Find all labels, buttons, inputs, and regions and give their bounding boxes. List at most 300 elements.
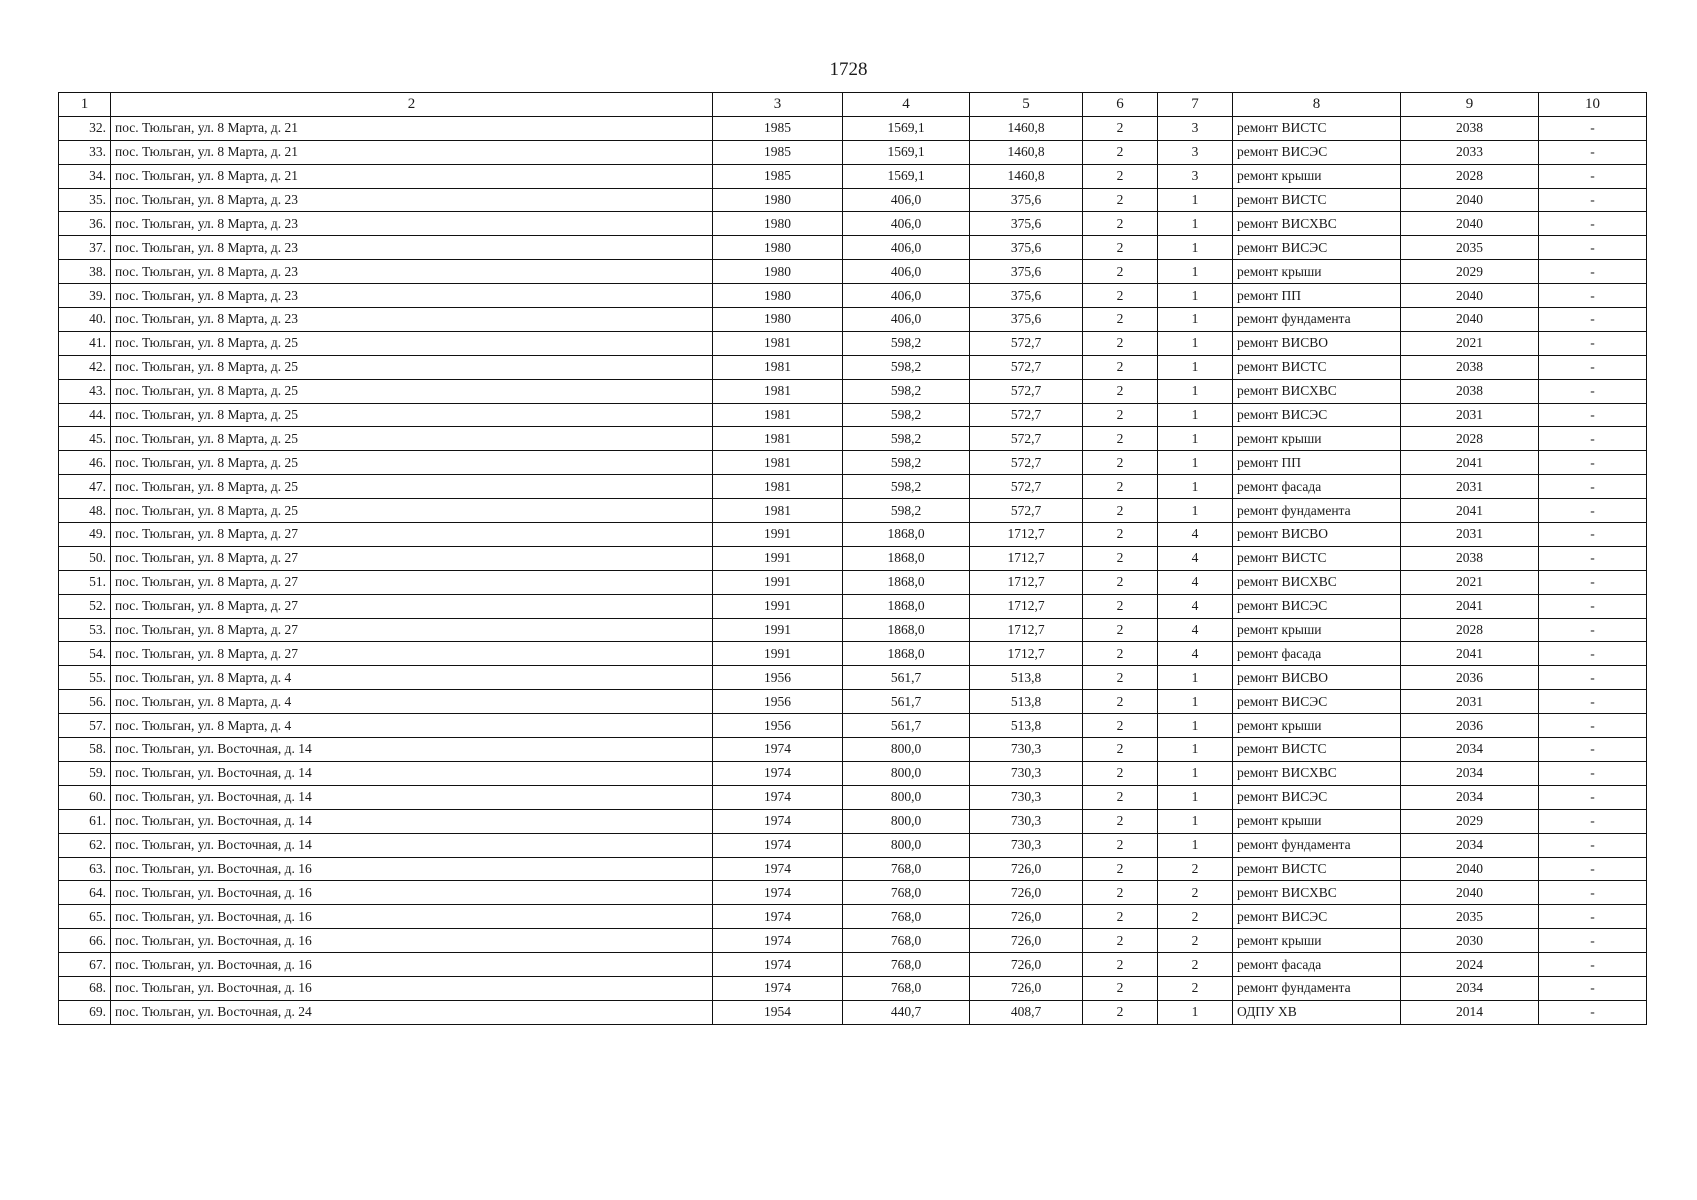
table-cell: 598,2 [843, 331, 970, 355]
table-cell: - [1539, 331, 1647, 355]
table-cell: 50. [59, 546, 111, 570]
table-row [59, 236, 1647, 260]
table-cell: 2036 [1401, 666, 1539, 690]
table-cell: 1 [1158, 738, 1233, 762]
table-cell: 1981 [713, 427, 843, 451]
table-cell: 1460,8 [970, 164, 1083, 188]
table-cell: 375,6 [970, 212, 1083, 236]
table-cell: 730,3 [970, 809, 1083, 833]
table-cell: 2 [1083, 1000, 1158, 1024]
table-cell: 2 [1083, 690, 1158, 714]
table-cell: 2 [1158, 857, 1233, 881]
table-cell: 3 [1158, 116, 1233, 140]
table-cell: 53. [59, 618, 111, 642]
table-cell: ремонт фундамента [1233, 308, 1401, 332]
table-cell: 768,0 [843, 905, 970, 929]
table-cell: - [1539, 427, 1647, 451]
table-cell: 2014 [1401, 1000, 1539, 1024]
table-cell: 1974 [713, 976, 843, 1000]
table-row [59, 164, 1647, 188]
table-cell: 1569,1 [843, 116, 970, 140]
table-cell: - [1539, 666, 1647, 690]
table-cell: 1991 [713, 570, 843, 594]
table-cell: 1712,7 [970, 642, 1083, 666]
table-cell: 2038 [1401, 355, 1539, 379]
table-cell: 2041 [1401, 594, 1539, 618]
table-cell: 2 [1083, 379, 1158, 403]
table-cell: - [1539, 570, 1647, 594]
table-cell: 2 [1158, 905, 1233, 929]
table-cell: 2 [1083, 355, 1158, 379]
table-cell: пос. Тюльган, ул. Восточная, д. 14 [111, 761, 713, 785]
table-cell: ремонт крыши [1233, 427, 1401, 451]
table-cell: 1985 [713, 116, 843, 140]
table-cell: 440,7 [843, 1000, 970, 1024]
table-cell: пос. Тюльган, ул. 8 Марта, д. 27 [111, 642, 713, 666]
table-cell: 2033 [1401, 140, 1539, 164]
table-cell: 2041 [1401, 642, 1539, 666]
table-row [59, 785, 1647, 809]
table-cell: 2 [1158, 953, 1233, 977]
table-cell: 1 [1158, 809, 1233, 833]
column-header: 4 [843, 93, 970, 117]
table-cell: 1980 [713, 236, 843, 260]
table-cell: 60. [59, 785, 111, 809]
table-cell: 4 [1158, 642, 1233, 666]
table-cell: 2 [1083, 761, 1158, 785]
table-cell: 43. [59, 379, 111, 403]
table-cell: 2 [1083, 642, 1158, 666]
table-row [59, 140, 1647, 164]
table-cell: ремонт ВИСЭС [1233, 594, 1401, 618]
table-row [59, 905, 1647, 929]
page-number: 1728 [829, 59, 868, 80]
table-cell: 1 [1158, 236, 1233, 260]
table-row [59, 427, 1647, 451]
table-cell: пос. Тюльган, ул. 8 Марта, д. 23 [111, 284, 713, 308]
table-cell: ремонт крыши [1233, 714, 1401, 738]
table-cell: 730,3 [970, 761, 1083, 785]
table-cell: - [1539, 355, 1647, 379]
table-cell: 55. [59, 666, 111, 690]
table-cell: 2 [1083, 523, 1158, 547]
table-row [59, 809, 1647, 833]
table-cell: 800,0 [843, 809, 970, 833]
table-cell: 1569,1 [843, 140, 970, 164]
table-cell: 2 [1083, 331, 1158, 355]
table-cell: 598,2 [843, 427, 970, 451]
table-row [59, 618, 1647, 642]
table-cell: пос. Тюльган, ул. Восточная, д. 16 [111, 857, 713, 881]
table-cell: - [1539, 260, 1647, 284]
table-cell: 2 [1083, 929, 1158, 953]
table-cell: 64. [59, 881, 111, 905]
table-cell: 2024 [1401, 953, 1539, 977]
table-cell: ремонт ВИСЭС [1233, 140, 1401, 164]
table-cell: 2 [1083, 618, 1158, 642]
table-cell: 2040 [1401, 881, 1539, 905]
table-cell: 726,0 [970, 976, 1083, 1000]
table-cell: 2 [1083, 857, 1158, 881]
table-cell: 2035 [1401, 236, 1539, 260]
table-cell: 2 [1083, 738, 1158, 762]
table-cell: 65. [59, 905, 111, 929]
table-cell: ремонт крыши [1233, 809, 1401, 833]
table-cell: - [1539, 833, 1647, 857]
table-cell: 1712,7 [970, 546, 1083, 570]
table-cell: 1868,0 [843, 523, 970, 547]
table-cell: 406,0 [843, 236, 970, 260]
table-cell: 2029 [1401, 260, 1539, 284]
table-cell: пос. Тюльган, ул. 8 Марта, д. 23 [111, 308, 713, 332]
table-cell: 2 [1083, 785, 1158, 809]
table-cell: 48. [59, 499, 111, 523]
table-cell: 768,0 [843, 953, 970, 977]
table-cell: ремонт ВИСТС [1233, 116, 1401, 140]
table-cell: - [1539, 618, 1647, 642]
table-cell: 2 [1083, 594, 1158, 618]
table-cell: 58. [59, 738, 111, 762]
table-cell: ремонт ВИСЭС [1233, 690, 1401, 714]
table-cell: 800,0 [843, 785, 970, 809]
table-cell: ремонт фасада [1233, 642, 1401, 666]
table-row [59, 714, 1647, 738]
column-header: 1 [59, 93, 111, 117]
table-cell: 1868,0 [843, 570, 970, 594]
table-cell: пос. Тюльган, ул. Восточная, д. 14 [111, 809, 713, 833]
table-cell: 730,3 [970, 738, 1083, 762]
table-cell: - [1539, 881, 1647, 905]
table-cell: 39. [59, 284, 111, 308]
table-cell: 1 [1158, 833, 1233, 857]
table-cell: пос. Тюльган, ул. 8 Марта, д. 27 [111, 546, 713, 570]
table-cell: 1991 [713, 546, 843, 570]
table-cell: 572,7 [970, 355, 1083, 379]
table-cell: 375,6 [970, 188, 1083, 212]
table-cell: 2 [1083, 236, 1158, 260]
table-cell: пос. Тюльган, ул. Восточная, д. 14 [111, 738, 713, 762]
table-cell: пос. Тюльган, ул. Восточная, д. 16 [111, 976, 713, 1000]
table-cell: 2031 [1401, 475, 1539, 499]
table-cell: 598,2 [843, 379, 970, 403]
table-row [59, 857, 1647, 881]
table-row [59, 403, 1647, 427]
table-cell: 1712,7 [970, 570, 1083, 594]
table-cell: 2028 [1401, 164, 1539, 188]
table-cell: пос. Тюльган, ул. 8 Марта, д. 25 [111, 331, 713, 355]
table-cell: 375,6 [970, 236, 1083, 260]
table-cell: - [1539, 284, 1647, 308]
table-cell: 1981 [713, 475, 843, 499]
table-cell: 35. [59, 188, 111, 212]
table-cell: пос. Тюльган, ул. 8 Марта, д. 25 [111, 355, 713, 379]
table-cell: 2 [1083, 284, 1158, 308]
table-cell: пос. Тюльган, ул. 8 Марта, д. 4 [111, 666, 713, 690]
table-cell: 2 [1158, 976, 1233, 1000]
table-cell: 1 [1158, 355, 1233, 379]
table-cell: 2 [1158, 929, 1233, 953]
column-header: 3 [713, 93, 843, 117]
table-cell: 62. [59, 833, 111, 857]
table-cell: 67. [59, 953, 111, 977]
table-cell: 4 [1158, 594, 1233, 618]
table-cell: 2034 [1401, 785, 1539, 809]
column-header: 6 [1083, 93, 1158, 117]
table-cell: 2 [1083, 714, 1158, 738]
table-cell: ремонт фундамента [1233, 833, 1401, 857]
table-cell: 2031 [1401, 690, 1539, 714]
table-cell: ремонт ВИСЭС [1233, 403, 1401, 427]
table-row [59, 1000, 1647, 1024]
table-cell: ремонт ВИСЭС [1233, 905, 1401, 929]
table-cell: ремонт ВИСТС [1233, 738, 1401, 762]
table-cell: 2 [1083, 308, 1158, 332]
table-cell: 1 [1158, 499, 1233, 523]
table-cell: 513,8 [970, 666, 1083, 690]
table-cell: 2029 [1401, 809, 1539, 833]
table-cell: 1974 [713, 785, 843, 809]
table-cell: 2031 [1401, 523, 1539, 547]
table-cell: - [1539, 188, 1647, 212]
table-cell: 1 [1158, 690, 1233, 714]
table-cell: 1 [1158, 212, 1233, 236]
table-cell: 1980 [713, 188, 843, 212]
table-cell: 61. [59, 809, 111, 833]
table-cell: пос. Тюльган, ул. 8 Марта, д. 25 [111, 403, 713, 427]
table-cell: ремонт ВИСЭС [1233, 785, 1401, 809]
table-cell: пос. Тюльган, ул. Восточная, д. 16 [111, 881, 713, 905]
table-cell: 1868,0 [843, 642, 970, 666]
table-cell: ремонт ВИСХВС [1233, 881, 1401, 905]
table-cell: 1981 [713, 499, 843, 523]
table-cell: 1 [1158, 188, 1233, 212]
table-cell: 1981 [713, 331, 843, 355]
table-cell: 2040 [1401, 212, 1539, 236]
table-cell: 34. [59, 164, 111, 188]
table-cell: 46. [59, 451, 111, 475]
table-cell: пос. Тюльган, ул. 8 Марта, д. 27 [111, 523, 713, 547]
table-row [59, 212, 1647, 236]
table-cell: 1991 [713, 594, 843, 618]
table-cell: 2030 [1401, 929, 1539, 953]
table-cell: 1956 [713, 690, 843, 714]
table-cell: 2034 [1401, 976, 1539, 1000]
table-cell: 2 [1083, 833, 1158, 857]
table-cell: пос. Тюльган, ул. 8 Марта, д. 25 [111, 475, 713, 499]
table-cell: ремонт ВИСВО [1233, 523, 1401, 547]
table-cell: 1 [1158, 666, 1233, 690]
table-cell: ОДПУ ХВ [1233, 1000, 1401, 1024]
table-cell: 1974 [713, 833, 843, 857]
table-cell: - [1539, 308, 1647, 332]
table-cell: 1868,0 [843, 546, 970, 570]
table-row [59, 976, 1647, 1000]
table-cell: - [1539, 164, 1647, 188]
table-row [59, 451, 1647, 475]
data-table [58, 92, 1647, 1025]
table-cell: 726,0 [970, 929, 1083, 953]
table-cell: 1981 [713, 355, 843, 379]
table-cell: 768,0 [843, 929, 970, 953]
table-cell: 2028 [1401, 427, 1539, 451]
table-cell: 1980 [713, 212, 843, 236]
table-cell: 2 [1083, 499, 1158, 523]
table-cell: 1974 [713, 953, 843, 977]
table-cell: - [1539, 642, 1647, 666]
table-cell: 598,2 [843, 355, 970, 379]
table-cell: 1980 [713, 260, 843, 284]
table-cell: 598,2 [843, 403, 970, 427]
table-cell: ремонт ПП [1233, 284, 1401, 308]
table-cell: 4 [1158, 570, 1233, 594]
table-cell: - [1539, 905, 1647, 929]
table-cell: 1712,7 [970, 618, 1083, 642]
table-row [59, 594, 1647, 618]
table-cell: 2035 [1401, 905, 1539, 929]
table-cell: 2 [1083, 427, 1158, 451]
table-cell: пос. Тюльган, ул. 8 Марта, д. 25 [111, 451, 713, 475]
table-row [59, 260, 1647, 284]
table-cell: - [1539, 738, 1647, 762]
table-cell: 1985 [713, 164, 843, 188]
column-header: 5 [970, 93, 1083, 117]
table-cell: 2038 [1401, 546, 1539, 570]
table-row [59, 116, 1647, 140]
table-cell: пос. Тюльган, ул. 8 Марта, д. 23 [111, 212, 713, 236]
table-cell: 375,6 [970, 284, 1083, 308]
table-cell: пос. Тюльган, ул. 8 Марта, д. 21 [111, 116, 713, 140]
table-cell: 1974 [713, 929, 843, 953]
table-cell: 49. [59, 523, 111, 547]
table-cell: ремонт ПП [1233, 451, 1401, 475]
table-cell: 1 [1158, 284, 1233, 308]
table-cell: 1 [1158, 714, 1233, 738]
table-cell: - [1539, 690, 1647, 714]
table-row [59, 284, 1647, 308]
table-cell: пос. Тюльган, ул. 8 Марта, д. 21 [111, 140, 713, 164]
table-cell: - [1539, 761, 1647, 785]
table-cell: 69. [59, 1000, 111, 1024]
table-cell: 513,8 [970, 714, 1083, 738]
table-cell: 726,0 [970, 905, 1083, 929]
table-cell: 2 [1083, 116, 1158, 140]
table-cell: - [1539, 809, 1647, 833]
table-cell: 1 [1158, 475, 1233, 499]
table-cell: 1 [1158, 785, 1233, 809]
table-cell: - [1539, 929, 1647, 953]
table-cell: 1 [1158, 451, 1233, 475]
table-cell: пос. Тюльган, ул. Восточная, д. 16 [111, 929, 713, 953]
table-cell: 768,0 [843, 881, 970, 905]
table-cell: 1974 [713, 905, 843, 929]
table-row [59, 188, 1647, 212]
table-row [59, 355, 1647, 379]
table-cell: - [1539, 523, 1647, 547]
table-cell: 66. [59, 929, 111, 953]
table-cell: ремонт ВИСХВС [1233, 570, 1401, 594]
table-cell: - [1539, 451, 1647, 475]
table-cell: - [1539, 236, 1647, 260]
table-cell: 2 [1083, 546, 1158, 570]
table-row [59, 308, 1647, 332]
table-cell: 1460,8 [970, 116, 1083, 140]
table-cell: 598,2 [843, 451, 970, 475]
table-cell: ремонт ВИСВО [1233, 331, 1401, 355]
table-cell: 1981 [713, 451, 843, 475]
table-cell: ремонт фундамента [1233, 976, 1401, 1000]
table-cell: пос. Тюльган, ул. Восточная, д. 14 [111, 785, 713, 809]
table-cell: - [1539, 785, 1647, 809]
table-row [59, 833, 1647, 857]
table-cell: 1 [1158, 427, 1233, 451]
table-cell: ремонт ВИСТС [1233, 188, 1401, 212]
table-cell: 572,7 [970, 403, 1083, 427]
table-cell: ремонт крыши [1233, 929, 1401, 953]
table-cell: 408,7 [970, 1000, 1083, 1024]
table-cell: - [1539, 953, 1647, 977]
table-cell: - [1539, 403, 1647, 427]
table-cell: 1974 [713, 881, 843, 905]
table-cell: 2038 [1401, 116, 1539, 140]
table-cell: ремонт крыши [1233, 260, 1401, 284]
table-cell: 2028 [1401, 618, 1539, 642]
table-cell: 1 [1158, 331, 1233, 355]
table-cell: 572,7 [970, 427, 1083, 451]
table-cell: 513,8 [970, 690, 1083, 714]
table-cell: 38. [59, 260, 111, 284]
table-row [59, 546, 1647, 570]
table-cell: 1974 [713, 738, 843, 762]
table-cell: 1981 [713, 379, 843, 403]
table-cell: 1974 [713, 761, 843, 785]
table-cell: пос. Тюльган, ул. 8 Марта, д. 27 [111, 594, 713, 618]
table-row [59, 499, 1647, 523]
table-cell: ремонт ВИСХВС [1233, 212, 1401, 236]
table-cell: 2 [1083, 976, 1158, 1000]
column-header: 2 [111, 93, 713, 117]
table-row [59, 475, 1647, 499]
table-cell: 1 [1158, 403, 1233, 427]
table-cell: 1954 [713, 1000, 843, 1024]
table-cell: 1569,1 [843, 164, 970, 188]
table-cell: 2 [1083, 666, 1158, 690]
table-cell: ремонт ВИСЭС [1233, 236, 1401, 260]
table-cell: ремонт крыши [1233, 164, 1401, 188]
table-row [59, 690, 1647, 714]
table-cell: 33. [59, 140, 111, 164]
table-cell: - [1539, 140, 1647, 164]
table-cell: 59. [59, 761, 111, 785]
table-cell: 40. [59, 308, 111, 332]
table-row [59, 929, 1647, 953]
table-cell: 1991 [713, 642, 843, 666]
column-header: 10 [1539, 93, 1647, 117]
table-cell: пос. Тюльган, ул. 8 Марта, д. 25 [111, 427, 713, 451]
table-cell: 1991 [713, 523, 843, 547]
table-cell: пос. Тюльган, ул. Восточная, д. 24 [111, 1000, 713, 1024]
table-cell: 1991 [713, 618, 843, 642]
column-header: 7 [1158, 93, 1233, 117]
table-cell: - [1539, 379, 1647, 403]
table-cell: 2 [1083, 905, 1158, 929]
table-cell: пос. Тюльган, ул. 8 Марта, д. 4 [111, 690, 713, 714]
table-row [59, 666, 1647, 690]
table-row [59, 523, 1647, 547]
table-cell: 561,7 [843, 666, 970, 690]
table-cell: 406,0 [843, 260, 970, 284]
table-cell: 730,3 [970, 833, 1083, 857]
table-cell: 2 [1083, 881, 1158, 905]
